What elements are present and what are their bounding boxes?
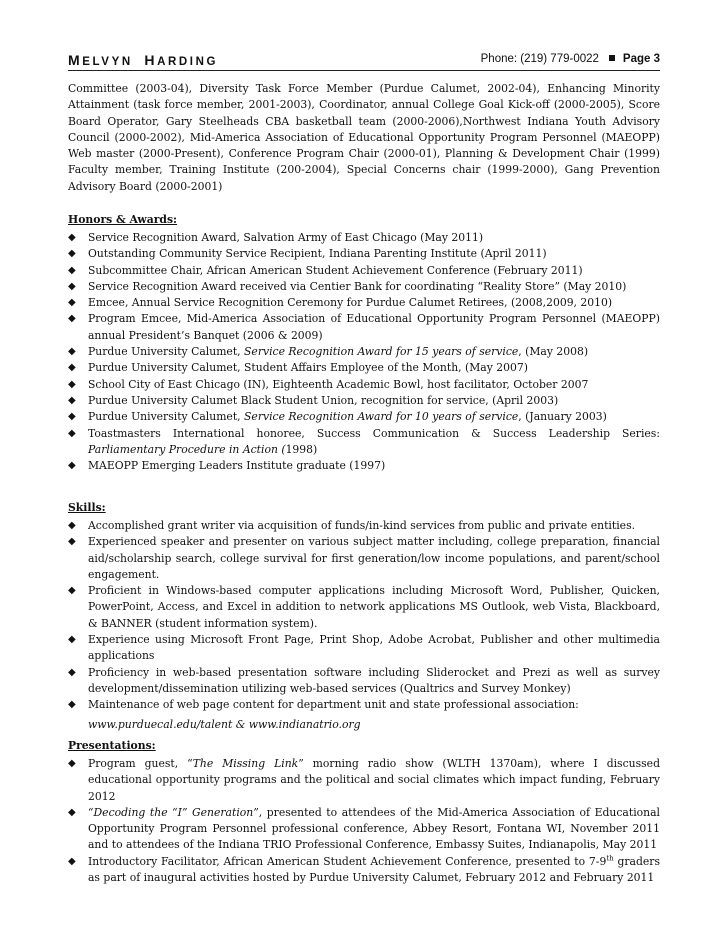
diamond-bullet-icon: ◆ <box>68 280 76 292</box>
list-item: ◆ Experienced speaker and presenter on various subject matter including, college preparation, financial aid/scholarship search, college survival for first generation/low income populations, and parent/school engagement. <box>68 535 660 581</box>
list-item: ◆ Accomplished grant writer via acquisition of funds/in-kind services from public and private entities. <box>68 518 660 534</box>
diamond-bullet-icon: ◆ <box>68 248 76 260</box>
author-name: MELVYN HARDING <box>68 52 219 68</box>
list-item: ◆ Subcommittee Chair, African American Student Achievement Conference (February 2011) <box>68 263 660 279</box>
list-item: ◆ Emcee, Annual Service Recognition Ceremony for Purdue Calumet Retirees, (2008,2009, 2010) <box>68 295 660 311</box>
list-item: ◆ Service Recognition Award received via Centier Bank for coordinating “Reality Store” (May 2010) <box>68 279 660 295</box>
header-contact <box>481 53 660 65</box>
diamond-bullet-icon: ◆ <box>68 758 76 769</box>
web-urls: www.purduecal.edu/talent & www.indianatrio.org <box>88 717 361 731</box>
list-item: ◆ Outstanding Community Service Recipient, Indiana Parenting Institute (April 2011) <box>68 246 660 262</box>
diamond-bullet-icon: ◆ <box>68 634 76 646</box>
diamond-bullet-icon: ◆ <box>68 362 76 374</box>
honors-heading: Honors & Awards: <box>68 213 178 226</box>
diamond-bullet-icon: ◆ <box>68 855 76 867</box>
list-item: ◆ Proficiency in web-based presentation software including Sliderocket and Prezi as well as survey development/dissemination utilizing web-based services (Qualtrics and Survey Monkey) <box>68 665 660 695</box>
intro-paragraph: Committee (2003-04), Diversity Task Force Member (Purdue Calumet, 2002-04), Enhancing Minority Attainment (task force member, 2001-2003), Coordinator, annual College Goal Kick-off (2000-2005), Score Board Operator, Gary Steelheads CBA basketball team (2000-2006),Northwest Indiana Youth Advisory Council (2000-2002), Mid-America Association of Educational Opportunity Program Personnel (MAEOPP) Web master (2000-Present), Conference Program Chair (2000-01), Planning & Development Chair (1999) Faculty member, Training Institute (200-2004), Special Concerns chair (1999-2000), Gang Prevention Advisory Board (2000-2001) <box>68 82 660 193</box>
list-item: ◆ Purdue University Calumet, Service Recognition Award for 10 years of service, (January 2003) <box>68 409 660 425</box>
diamond-bullet-icon: ◆ <box>68 264 76 276</box>
list-item: ◆ “Decoding the “I” Generation”, presented to attendees of the Mid-America Association of Educational Opportunity Program Personnel professional conference, Abbey Resort, Fontana WI, November 2011 and to attendees of the Indiana TRIO Professional Conference, Embassy Suites, Indianapolis, May 2011 <box>68 805 660 852</box>
page-header <box>68 52 660 70</box>
skills-list <box>68 518 660 714</box>
diamond-bullet-icon: ◆ <box>68 346 76 358</box>
phone-number: Phone: (219) 779-0022 <box>480 53 599 65</box>
list-item: ◆ Purdue University Calumet, Service Recognition Award for 15 years of service, (May 2008) <box>68 344 660 360</box>
diamond-bullet-icon: ◆ <box>68 232 76 243</box>
list-item: ◆ Service Recognition Award, Salvation Army of East Chicago (May 2011) <box>68 230 660 246</box>
list-item: ◆ Program Emcee, Mid-America Association of Educational Opportunity Program Personnel (MAEOPP) annual President’s Banquet (2006 & 2009) <box>68 312 660 342</box>
presentations-section <box>68 738 660 886</box>
diamond-bullet-icon: ◆ <box>68 394 76 406</box>
page-number: Page 3 <box>622 53 660 65</box>
list-item: ◆ Experience using Microsoft Front Page, Print Shop, Adobe Acrobat, Publisher and other multimedia applications <box>68 633 660 663</box>
honors-list <box>68 230 660 474</box>
diamond-bullet-icon: ◆ <box>68 699 76 711</box>
diamond-bullet-icon: ◆ <box>68 666 76 678</box>
list-item: ◆ Purdue University Calumet, Student Affairs Employee of the Month, (May 2007) <box>68 360 660 376</box>
list-item: ◆ MAEOPP Emerging Leaders Institute graduate (1997) <box>68 458 660 474</box>
skills-section <box>68 500 660 733</box>
diamond-bullet-icon: ◆ <box>68 460 76 472</box>
diamond-bullet-icon: ◆ <box>68 297 76 309</box>
header-divider <box>68 70 660 71</box>
list-item: ◆ Purdue University Calumet Black Student Union, recognition for service, (April 2003) <box>68 393 660 409</box>
list-item: ◆ Maintenance of web page content for department unit and state professional association: <box>68 697 660 713</box>
diamond-bullet-icon: ◆ <box>68 313 76 325</box>
presentations-list <box>68 756 660 886</box>
list-item: ◆ Program guest, “The Missing Link” morning radio show (WLTH 1370am), where I discussed educational opportunity programs and the political and social climates which impact funding, February 2012 <box>68 757 660 803</box>
list-item: ◆ School City of East Chicago (IN), Eighteenth Academic Bowl, host facilitator, October 2007 <box>68 377 660 393</box>
diamond-bullet-icon: ◆ <box>68 536 76 548</box>
list-item: ◆ Introductory Facilitator, African American Student Achievement Conference, presented to 7-9th graders as part of inaugural activities hosted by Purdue University Calumet, February 2012 and February 2011 <box>68 854 660 885</box>
diamond-bullet-icon: ◆ <box>68 806 76 818</box>
diamond-bullet-icon: ◆ <box>68 411 76 423</box>
presentations-heading: Presentations: <box>68 739 156 752</box>
list-item: ◆ Proficient in Windows-based computer applications including Microsoft Word, Publisher, Quicken, PowerPoint, Access, and Excel in addition to network applications MS Outlook, web Vista, Blackboard, & BANNER (student information system). <box>68 584 660 630</box>
list-item: ◆ Toastmasters International honoree, Success Communication & Success Leadership Series: Parliamentary Procedure in Action (1998) <box>68 426 660 456</box>
skills-heading: Skills: <box>68 501 106 514</box>
diamond-bullet-icon: ◆ <box>68 378 76 390</box>
diamond-bullet-icon: ◆ <box>68 585 76 597</box>
diamond-bullet-icon: ◆ <box>68 427 76 439</box>
square-bullet-icon <box>609 55 615 61</box>
diamond-bullet-icon: ◆ <box>68 520 76 531</box>
honors-section <box>68 212 660 474</box>
